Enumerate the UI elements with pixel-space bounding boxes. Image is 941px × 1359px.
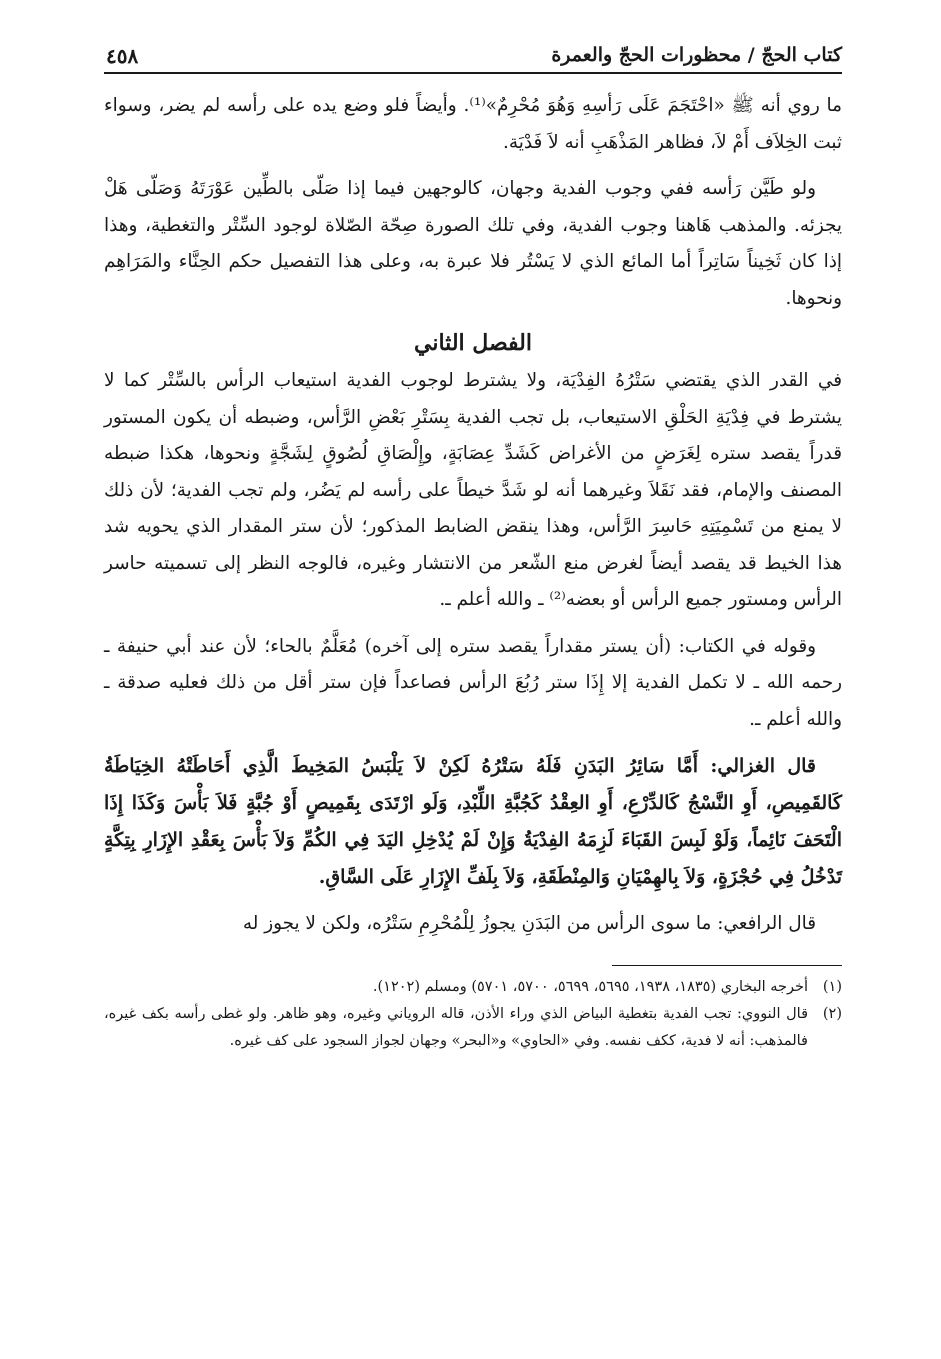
paragraph-1: ما روي أنه ﷺ «احْتَجَمَ عَلَى رَأسِهِ وَهُوَ مُحْرِمٌ»⁽¹⁾. وأيضاً فلو وضع يده على رأسه لم يضر، وسواء ثبت الخِلاَف أَمْ لاَ، فظاهر المَذْهَبِ أنه لاَ فَدْيَة. (104, 95, 842, 153)
page-header (104, 40, 842, 72)
footnote-text: قال النووي: تجب الفدية بتغطية البياض الذي وراء الأذن، قاله الروياني وغيره، وهو ظاهر. ولو غطى رأسه بكف غيره، فالمذهب: أنه لا فدية، ككف نفسه. وفي «الحاوي» و«البحر» وجهان لجواز السجود على كف غيره. (104, 1005, 808, 1049)
header-rule (104, 72, 842, 74)
section-paragraph-2: وقوله في الكتاب: (أن يستر مقداراً يقصد ستره إلى آخره) مُعَلَّمٌ بالحاء؛ لأن عند أبي حنيفة ـ رحمه الله ـ لا تكمل الفدية إلا إِذَا ستر رُبُعَ الرأس فصاعداً فإن ستر أقل من ذلك فعليه صدقة ـ والله أعلم ـ. (104, 635, 842, 730)
rafii-paragraph: قال الرافعي: ما سوى الرأس من البَدَنِ يجوزُ لِلْمُحْرِمِ سَتْرُه، ولكن لا يجوز له (242, 913, 816, 934)
footnote-rule (612, 965, 842, 966)
section-heading: الفصل الثاني (414, 330, 532, 356)
footnote-marker: (٢) (822, 1005, 842, 1022)
section-paragraph-1: في القدر الذي يقتضي سَتْرُهُ الفِدْيَة، ولا يشترط لوجوب الفدية استيعاب الرأس بالسِّتْر كما لا يشترط في فِدْيَةِ الحَلْقِ الاستيعاب، بل تجب الفدية بِسَتْرِ بَعْضِ الرَّأس، وضبطه أن يكون المستور قدراً يقصد ستره لِغَرَضٍ من الأغراض كَشَدِّ عِصَابَةٍ، وإِلْصَاقِ لُصُوقٍ لِشَجَّةٍ ونحوها، هكذا ضبطه المصنف والإمام، فقد نَقَلاَ وغيرهما أنه لو شَدَّ خيطاً على رأسه لم يَضُر، ولم تجب الفدية؛ لأن ذلك لا يمنع من تَسْمِيَتِهِ حَاسِرَ الرَّأس، وهذا ينقض الضابط المذكور؛ لأن ستر المقدار الذي يحويه شد هذا الخيط قد يقصد أيضاً لغرض منع الشّعر من الانتشار وغيره، فالوجه النظر إلى تسميته حاسر الرأس ومستور جميع الرأس أو بعضه⁽²⁾ ـ والله أعلم ـ. (104, 370, 842, 610)
footnote-text: أخرجه البخاري (١٨٣٥، ١٩٣٨، ٥٦٩٥، ٥٦٩٩، ٥٧٠٠، ٥٧٠١) ومسلم (١٢٠٢). (372, 978, 808, 995)
running-title: كتاب الحجّ / محظورات الحجّ والعمرة (551, 44, 842, 66)
paragraph-2: ولو طَيَّن رَأسه ففي وجوب الفدية وجهان، كالوجهين فيما إذا صَلّى بالطِّين عَوْرَتَهُ وَصَلّى هَلْ يجزئه. والمذهب هَاهنا وجوب الفدية، وفي تلك الصورة صِحّة الصّلاة لوجود السِّتْر والتغطية، وهذا إذا كان ثَخِيناً سَاتِراً أما المائع الذي لا يَسْتُر فلا عبرة به، وعلى هذا التفصيل حكم الحِنَّاء والمَرَاهِم ونحوها. (104, 178, 842, 309)
footnote-marker: (١) (822, 978, 842, 995)
footnote-1 (104, 974, 842, 1001)
page-body (104, 88, 842, 1055)
ghazali-quote: قال الغزالي: أَمَّا سَائِرُ البَدَنِ فَلَهُ سَتْرُهُ لَكِنْ لاَ يَلْبَسُ المَخِيطَ الَّذِي أَحَاطَتْهُ الخِيَاطَةُ كَالقَمِيصِ، أَوِ النَّسْجُ كَالدِّرْعِ، أَوِ العِقْدُ كَجُبَّةِ اللِّبْدِ، وَلَو ارْتَدَى بِقَمِيصٍ أَوْ جُبَّةٍ فَلاَ بَأْسَ وَكَذَا إِذَا الْتَحَفَ نَائِماً، وَلَوْ لَبِسَ القَبَاءَ لَزِمَهُ الفِدْيَةُ وَإِنْ لَمْ يُدْخِلِ اليَدَ فِي الكُمِّ وَلاَ بَأْسَ بِعَقْدِ الإِزَارِ بِتِكَّةٍ تَدْخُلُ فِي حُجْزَةٍ، وَلاَ بِالهِمْيَانِ وَالمِنْطَقَةِ، وَلاَ بِلَفِّ الإِزَارِ عَلَى السَّاقِ. (104, 755, 842, 888)
document-page (104, 40, 842, 1055)
footnote-2 (104, 1001, 842, 1055)
page-number: ٤٥٨ (106, 44, 139, 68)
